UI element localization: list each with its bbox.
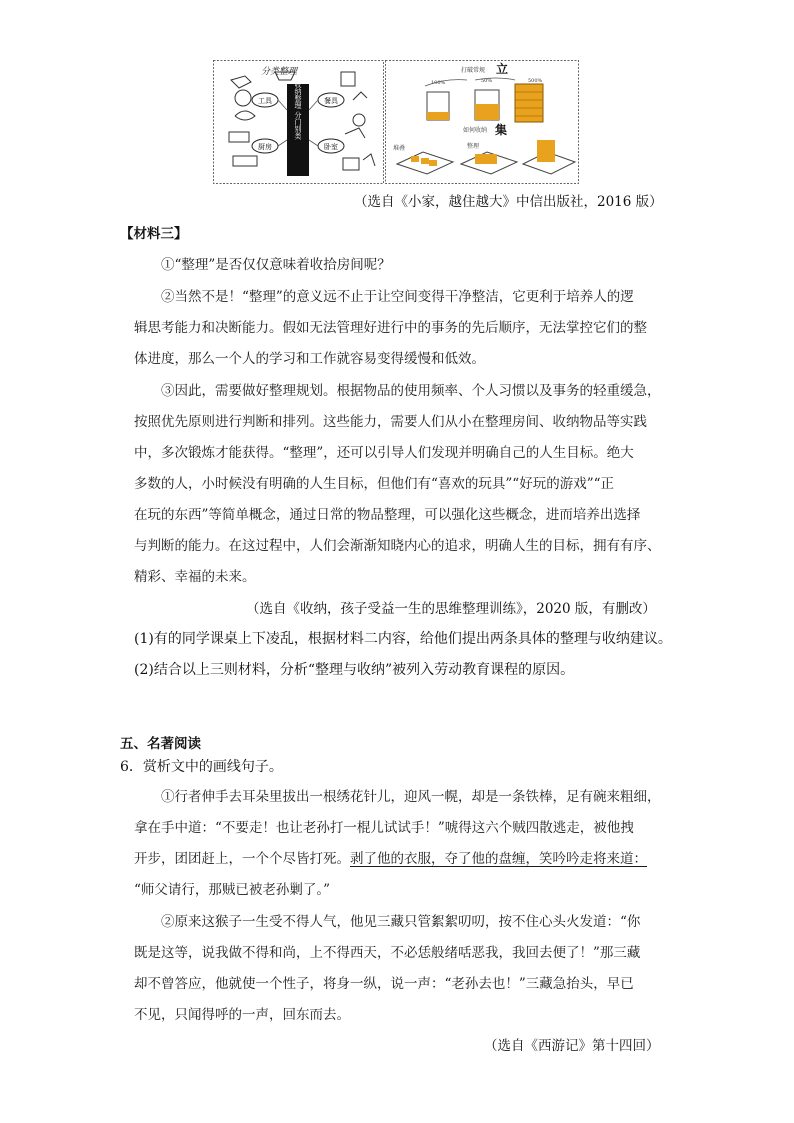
- right-top-tick-3: 500%: [528, 78, 543, 84]
- right-top-tick-2: 50%: [481, 78, 493, 84]
- excerpt-paragraph-1: [134, 782, 662, 906]
- category-tableware: 餐具: [324, 97, 338, 105]
- excerpt-caption: （选自《西游记》第十四回）: [484, 1038, 660, 1054]
- right-bottom-tick-1: 堆叠: [393, 145, 406, 152]
- paragraph-line: 多数的人，小时候没有明确的人生目标，但他们有“喜欢的玩具”“好玩的游戏”“正: [134, 476, 615, 492]
- material-three-paragraph-2: [134, 282, 662, 375]
- paragraph-line: 与判断的能力。在这过程中，人们会渐渐知晓内心的追求，明确人生的目标，拥有有序、: [134, 538, 661, 554]
- paragraph-line: 辑思考能力和决断能力。假如无法管理好进行中的事务的先后顺序，无法掌控它们的整: [134, 320, 647, 336]
- paragraph-line: 既是这等，说我做不得和尚，上不得西天，不必恁般绪咶恶我，我回去便了！”那三藏: [134, 945, 641, 961]
- underlined-sentence: 剥了他的衣服，夺了他的盘缠，笑吟吟走将来道：: [350, 851, 647, 867]
- material-three-caption: （选自《收纳，孩子受益一生的思维整理训练》，2020 版，有删改）: [246, 601, 656, 617]
- left-panel-title: 分类整理: [261, 67, 298, 77]
- right-top-word: 立: [496, 62, 509, 76]
- paragraph-line: 在玩的东西”等简单概念，通过日常的物品整理，可以强化这些概念，进而培养出选择: [134, 507, 641, 523]
- paragraph-line: 按照优先原则进行判断和排列。这些能力，需要人们从小在整理房间、收纳物品等实践: [134, 414, 647, 430]
- right-top-tick-1: 100%: [431, 80, 446, 86]
- paragraph-line: “师父请行，那贼已被老孙剿了。”: [134, 882, 331, 898]
- question-6: 6．赏析文中的画线句子。: [120, 759, 283, 775]
- material-three-paragraph-3: [134, 376, 662, 593]
- illustration-figure: [213, 60, 579, 184]
- plain-text: 开步，团团赶上，一个个尽皆打死。: [134, 851, 350, 867]
- paragraph-line: ②当然不是！“整理”的意义远不止于让空间变得干净整洁，它更利于培养人的逻: [161, 289, 634, 305]
- question-2: (2)结合以上三则材料，分析“整理与收纳”被列入劳动教育课程的原因。: [134, 662, 575, 678]
- center-label-text: 收纳整理 分门别类: [294, 80, 302, 140]
- paragraph-line: 精彩、幸福的未来。: [134, 569, 256, 585]
- paragraph-line: 拿在手中道：“不要走！也让老孙打一棍儿试试手！”唬得这六个贼四散逃走，被他拽: [134, 820, 634, 836]
- right-bottom-tick-2: 整理: [467, 143, 480, 150]
- category-bedroom: 卧室: [324, 143, 338, 151]
- material-three-paragraph-1: [134, 250, 662, 281]
- figure-caption: （选自《小家，越住越大》中信出版社，2016 版）: [354, 194, 663, 210]
- category-tools: 工具: [258, 97, 272, 105]
- right-bottom-word: 集: [495, 123, 508, 137]
- material-three-heading: 【材料三】: [120, 226, 188, 242]
- category-kitchen: 厨房: [258, 143, 272, 151]
- right-top-label: 打破常规: [461, 67, 486, 74]
- paragraph-line: ③因此，需要做好整理规划。根据物品的使用频率、个人习惯以及事务的轻重缓急，: [161, 383, 661, 399]
- excerpt-paragraph-2: [134, 907, 662, 1031]
- figure-svg: [213, 60, 579, 184]
- section-five-heading: 五、名著阅读: [120, 736, 201, 752]
- paragraph-line: [134, 844, 662, 875]
- question-1: (1)有的同学课桌上下凌乱，根据材料二内容，给他们提出两条具体的整理与收纳建议。: [134, 631, 672, 647]
- right-bottom-label: 如何收纳: [463, 127, 488, 134]
- paragraph-line: 体进度，那么一个人的学习和工作就容易变得缓慢和低效。: [134, 351, 485, 367]
- paragraph-line: 却不曾答应，他就使一个性子，将身一纵，说一声：“老孙去也！”三藏急抬头，早已: [134, 976, 634, 992]
- paragraph-line: 中，多次锻炼才能获得。“整理”，还可以引导人们发现并明确自己的人生目标。绝大: [134, 445, 634, 461]
- paragraph-line: ①“整理”是否仅仅意味着收拾房间呢？: [161, 257, 391, 273]
- paragraph-line: 不见，只闻得呼的一声，回东而去。: [134, 1007, 350, 1023]
- paragraph-line: ①行者伸手去耳朵里拔出一根绣花针儿，迎风一幌，却是一条铁棒，足有碗来粗细，: [161, 789, 661, 805]
- paragraph-line: ②原来这猴子一生受不得人气，他见三藏只管絮絮叨叨，按不住心头火发道：“你: [161, 914, 641, 930]
